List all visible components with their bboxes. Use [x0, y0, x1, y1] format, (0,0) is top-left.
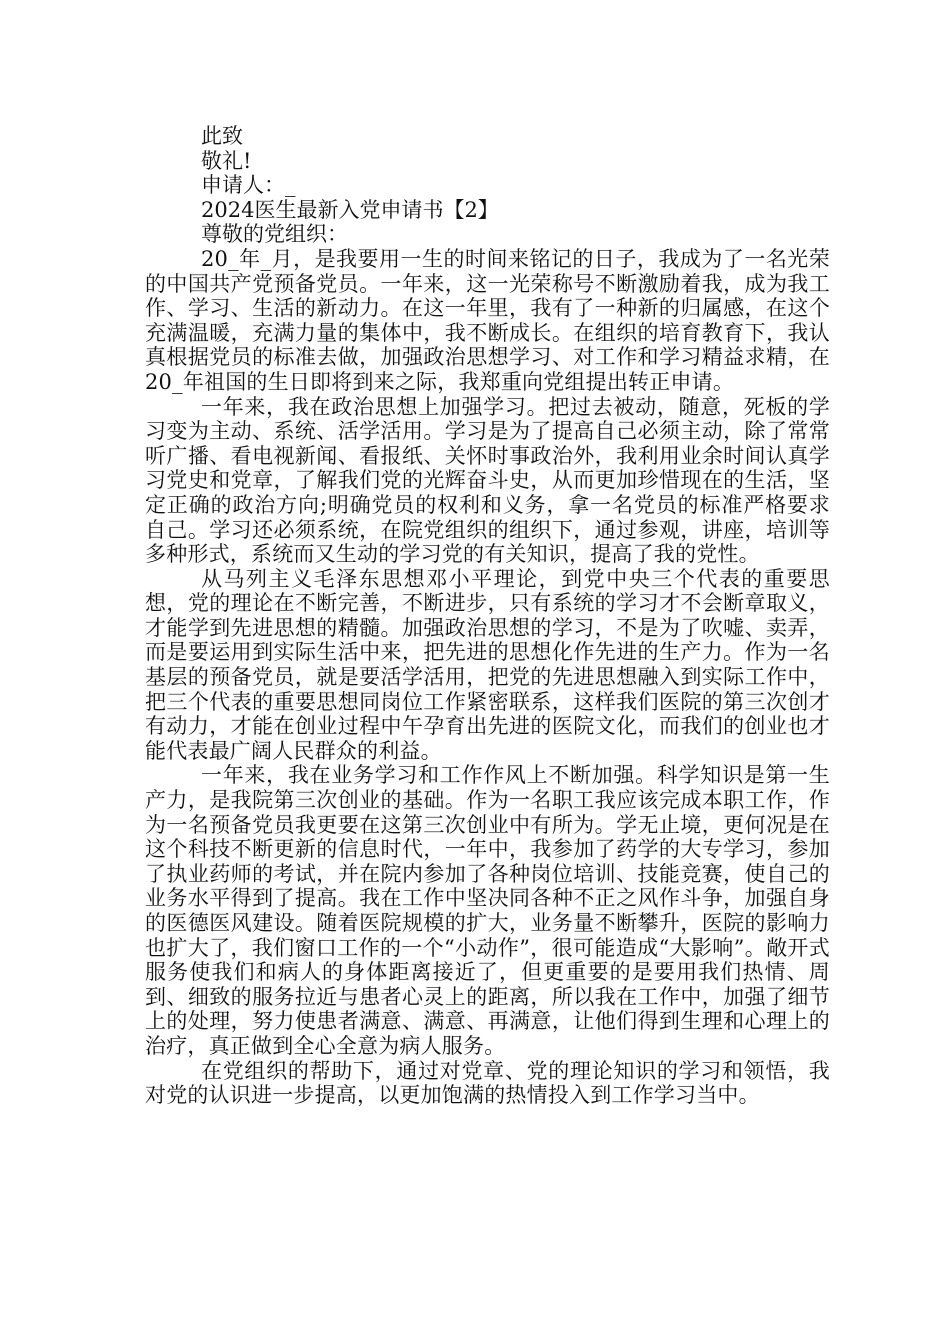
closing-line: 此致	[201, 124, 243, 148]
body-paragraph-3: 从马列主义毛泽东思想邓小平理论，到党中央三个代表的重要思想，党的理论在不断完善，不断进步，只有系统的学习才不会断章取义，才能学到先进思想的精髓。加强政治思想的学习，不是为了吹嘘、卖弄，而是要运用到实际生活中来，把先进的思想化作先进的生产力。作为一名基层的预备党员，就是要活学活用，把党的先进思想融入到实际工作中，把三个代表的重要思想同岗位工作紧密联系，这样我们医院的第三次创才有动力，才能在创业过程中午孕育出先进的医院文化，而我们的创业也才能代表最广阔人民群众的利益。	[145, 566, 830, 763]
body-paragraph-5: 在党组织的帮助下，通过对党章、党的理论知识的学习和领悟，我对党的认识进一步提高，以更加饱满的热情投入到工作学习当中。	[145, 1058, 830, 1108]
body-paragraph-2: 一年来，我在政治思想上加强学习。把过去被动，随意，死板的学习变为主动、系统、活学活用。学习是为了提高自己必须主动，除了常常听广播、看电视新闻、看报纸、关怀时事政治外，我利用业余时间认真学习党史和党章，了解我们党的光辉奋斗史，从而更加珍惜现在的生活，坚定正确的政治方向;明确党员的权利和义务，拿一名党员的标准严格要求自己。学习还必须系统，在院党组织的组织下，通过参观，讲座，培训等多种形式，系统而又生动的学习党的有关知识，提高了我的党性。	[145, 394, 830, 567]
applicant-line: 申请人：_	[201, 173, 296, 198]
document-page	[145, 124, 830, 1108]
section-title: 2024医生最新入党申请书【2】	[201, 197, 499, 222]
salute-line: 敬礼!	[201, 148, 252, 173]
body-paragraph-1: 20_年_月，是我要用一生的时间来铭记的日子，我成为了一名光荣的中国共产党预备党员。一年来，这一光荣称号不断激励着我，成为我工作、学习、生活的新动力。在这一年里，我有了一种新的归属感，在这个充满温暖，充满力量的集体中，我不断成长。在组织的培育教育下，我认真根据党员的标准去做，加强政治思想学习、对工作和学习精益求精，在20_年祖国的生日即将到来之际，我郑重向党组提出转正申请。	[145, 246, 830, 394]
greeting-line: 尊敬的党组织：	[201, 222, 348, 247]
body-paragraph-4: 一年来，我在业务学习和工作作风上不断加强。科学知识是第一生产力，是我院第三次创业的基础。作为一名职工我应该完成本职工作，作为一名预备党员我更要在这第三次创业中有所为。学无止境，更何况是在这个科技不断更新的信息时代，一年中，我参加了药学的大专学习，参加了执业药师的考试，并在院内参加了各种岗位培训、技能竞赛，使自己的业务水平得到了提高。我在工作中坚决同各种不正之风作斗争，加强自身的医德医风建设。随着医院规模的扩大，业务量不断攀升，医院的影响力也扩大了，我们窗口工作的一个“小动作”，很可能造成“大影响”。敞开式服务使我们和病人的身体距离接近了，但更重要的是要用我们热情、周到、细致的服务拉近与患者心灵上的距离，所以我在工作中，加强了细节上的处理，努力使患者满意、满意、再满意，让他们得到生理和心理上的治疗，真正做到全心全意为病人服务。	[145, 763, 830, 1058]
